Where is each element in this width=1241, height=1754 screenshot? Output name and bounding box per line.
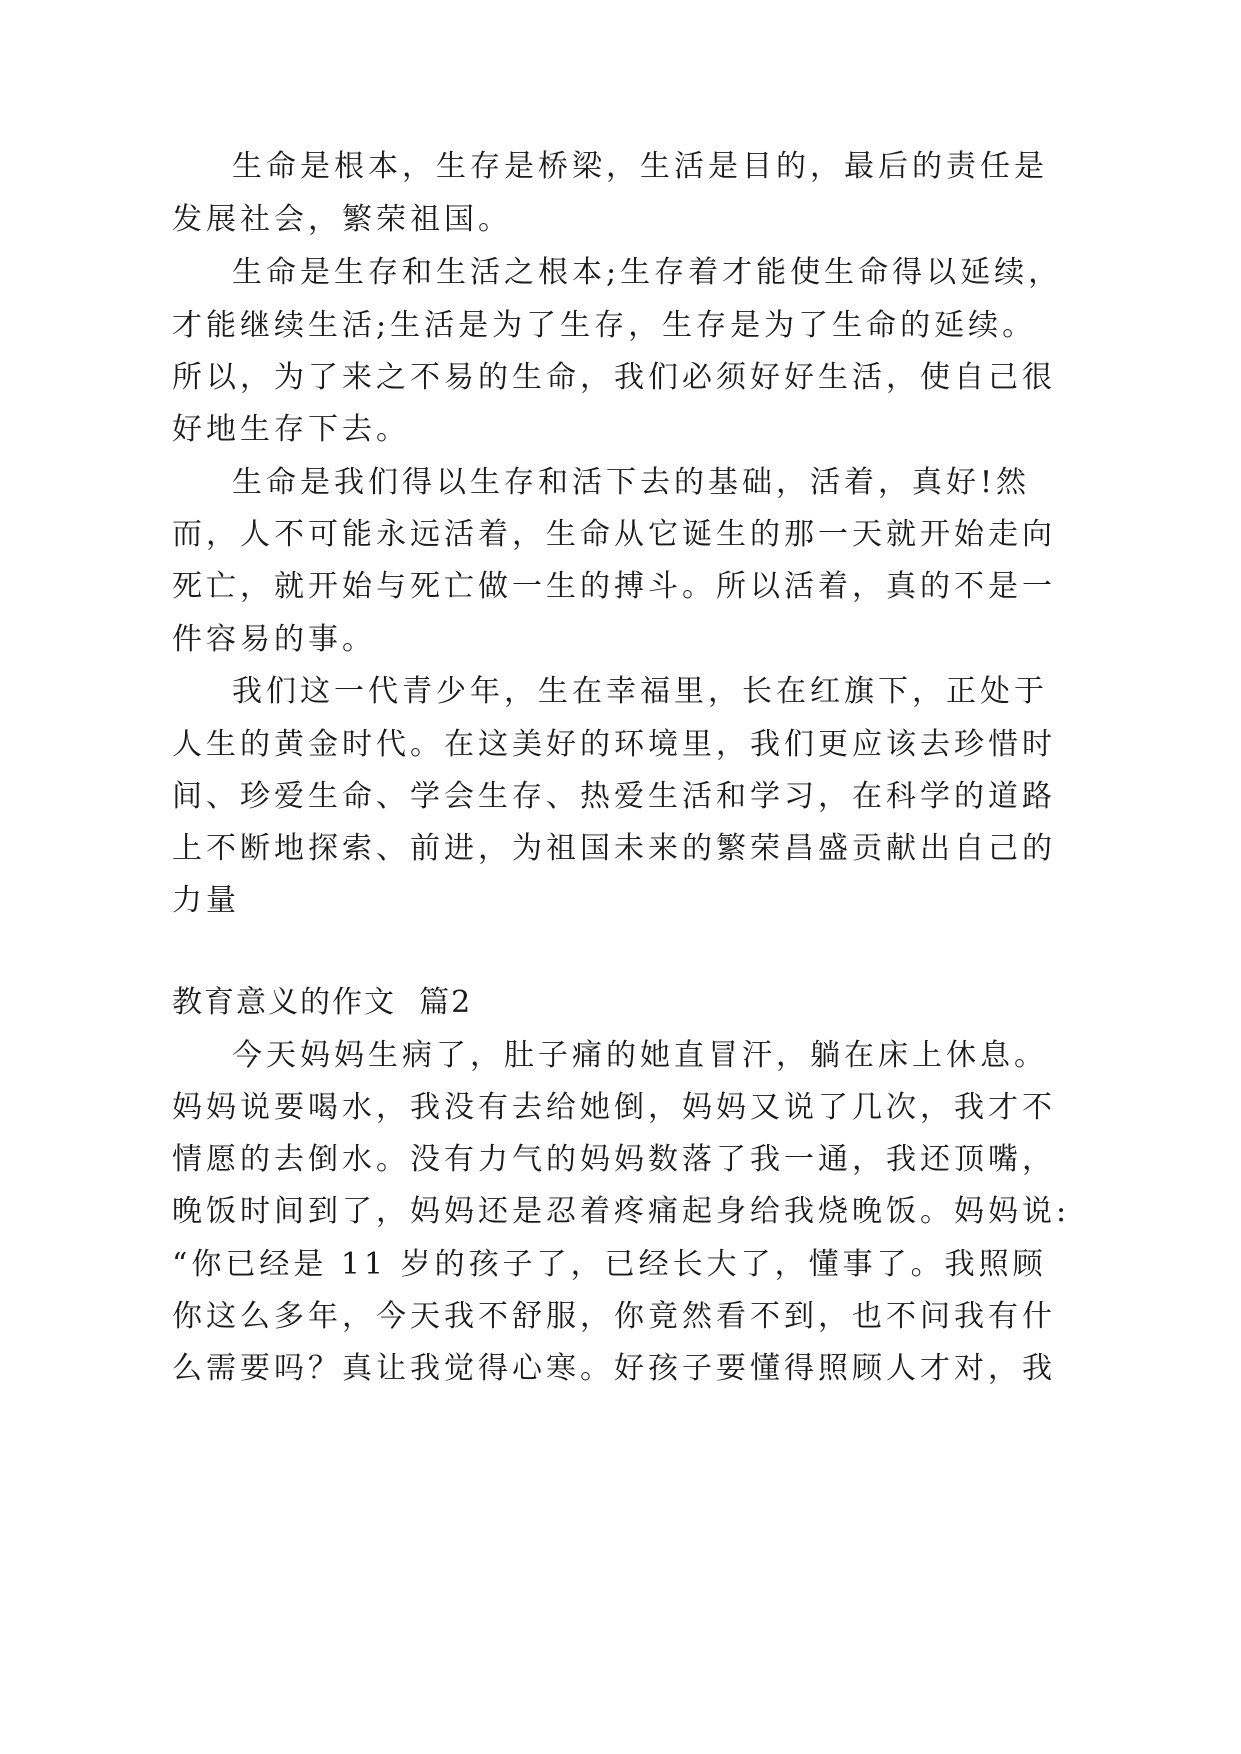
section-heading: 教育意义的作文 篇2 — [172, 985, 473, 1020]
paragraph-5-line-1: 今天妈妈生病了，肚子痛的她直冒汗，躺在床上休息。 — [232, 1038, 1048, 1073]
paragraph-5-line-2: 妈妈说要喝水，我没有去给她倒，妈妈又说了几次，我才不 — [172, 1090, 1056, 1125]
paragraph-1-line-1: 生命是根本，生存是桥梁，生活是目的，最后的责任是 — [232, 149, 1048, 184]
paragraph-5-line-5: “你已经是 11 岁的孩子了，已经长大了，懂事了。我照顾 — [172, 1247, 1047, 1282]
paragraph-4-line-3: 间、珍爱生命、学会生存、热爱生活和学习，在科学的道路 — [172, 779, 1056, 814]
paragraph-5-line-4: 晚饭时间到了，妈妈还是忍着疼痛起身给我烧晚饭。妈妈说: — [172, 1194, 1071, 1229]
paragraph-5-line-3: 情愿的去倒水。没有力气的妈妈数落了我一通，我还顶嘴， — [172, 1142, 1056, 1177]
paragraph-3-line-4: 件容易的事。 — [172, 622, 376, 657]
paragraph-4-line-4: 上不断地探索、前进，为祖国未来的繁荣昌盛贡献出自己的 — [172, 831, 1056, 866]
paragraph-4-line-2: 人生的黄金时代。在这美好的环境里，我们更应该去珍惜时 — [172, 727, 1056, 762]
paragraph-5-line-6: 你这么多年，今天我不舒服，你竟然看不到，也不问我有什 — [172, 1299, 1056, 1334]
paragraph-3-line-3: 死亡，就开始与死亡做一生的搏斗。所以活着，真的不是一 — [172, 569, 1056, 604]
paragraph-2-line-2: 才能继续生活;生活是为了生存，生存是为了生命的延续。 — [172, 308, 1037, 343]
paragraph-1-line-2: 发展社会，繁荣祖国。 — [172, 202, 512, 237]
paragraph-3-line-2: 而，人不可能永远活着，生命从它诞生的那一天就开始走向 — [172, 517, 1056, 552]
paragraph-2-line-1: 生命是生存和生活之根本;生存着才能使生命得以延续， — [232, 255, 1063, 290]
paragraph-2-line-3: 所以，为了来之不易的生命，我们必须好好生活，使自己很 — [172, 360, 1056, 395]
paragraph-4-line-5: 力量 — [172, 883, 240, 918]
paragraph-2-line-4: 好地生存下去。 — [172, 412, 410, 447]
paragraph-3-line-1: 生命是我们得以生存和活下去的基础，活着，真好!然 — [232, 465, 1031, 500]
paragraph-4-line-1: 我们这一代青少年，生在幸福里，长在红旗下，正处于 — [232, 674, 1048, 709]
paragraph-5-line-7: 么需要吗？真让我觉得心寒。好孩子要懂得照顾人才对，我 — [172, 1351, 1056, 1386]
